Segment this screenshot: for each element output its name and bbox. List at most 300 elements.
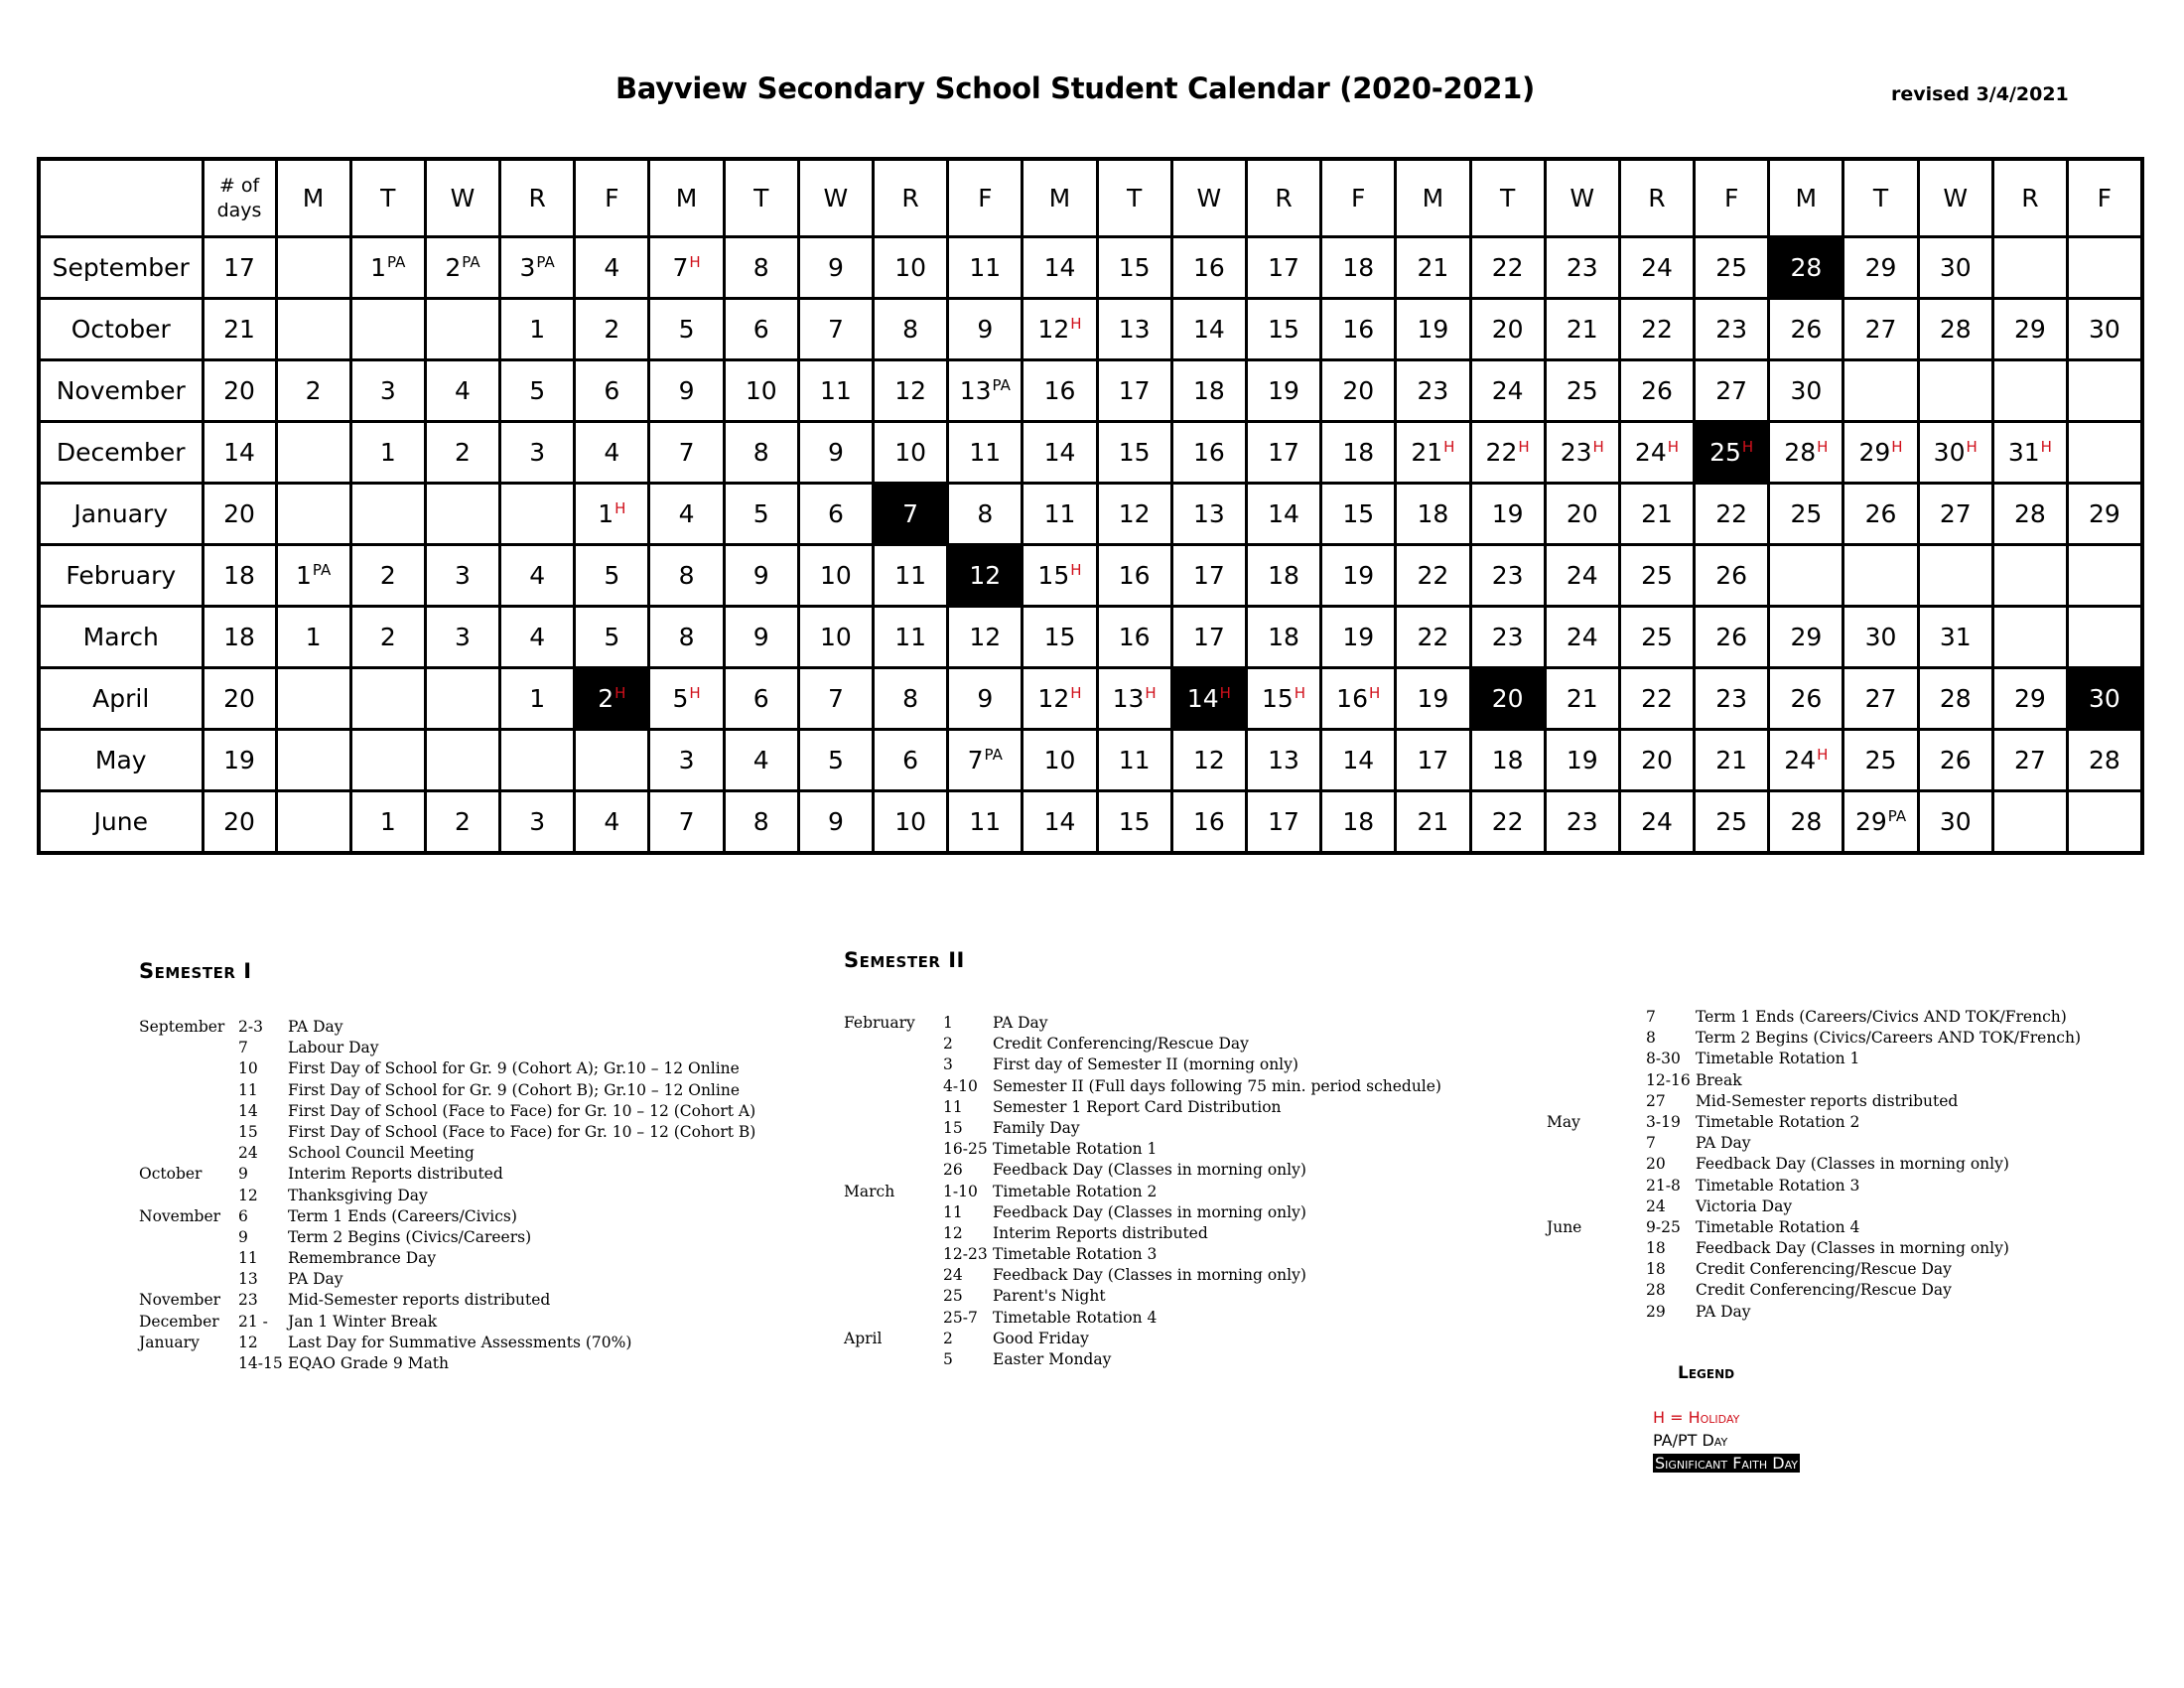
day-cell: [1992, 607, 2067, 668]
event-date: 25-7: [943, 1308, 978, 1327]
day-number: 14: [1192, 315, 1225, 344]
pa-day-marker: PA: [992, 375, 1011, 394]
day-cell: [798, 237, 873, 299]
day-cell: [575, 730, 649, 791]
day-number: 29: [1790, 623, 1823, 651]
day-cell: [1321, 484, 1396, 545]
pa-day-marker: PA: [312, 560, 332, 579]
day-number: 22: [1417, 623, 1449, 651]
event-date: 1-10: [943, 1182, 978, 1200]
day-number: 24: [1491, 376, 1524, 405]
day-cell: [1171, 237, 1246, 299]
holiday-marker: H: [614, 498, 626, 517]
day-number: 23: [1715, 684, 1748, 713]
event-row: [139, 1122, 774, 1143]
day-cell: [1545, 730, 1619, 791]
day-cell: [798, 360, 873, 422]
day-cell: [500, 730, 575, 791]
event-description: PA Day: [1696, 1302, 1751, 1321]
day-number: 9: [752, 623, 769, 651]
day-cell: [350, 668, 425, 730]
day-cell: [649, 791, 724, 854]
day-number: 26: [1641, 376, 1673, 405]
event-row: [139, 1017, 774, 1038]
day-number: 5: [827, 746, 844, 774]
day-number: 2: [379, 623, 396, 651]
event-month: January: [139, 1333, 200, 1351]
day-number: 17: [1192, 561, 1225, 590]
holiday-marker: H: [1592, 437, 1604, 456]
day-number: 22: [1491, 807, 1524, 836]
day-cell: [1097, 484, 1171, 545]
day-number: 8: [752, 253, 769, 282]
day-number: 18: [1192, 376, 1225, 405]
month-row: [39, 791, 2142, 854]
day-cell: [874, 360, 948, 422]
pa-day-marker: PA: [1887, 806, 1907, 825]
day-cell: [1918, 607, 1992, 668]
day-number: 5: [604, 623, 620, 651]
event-description: Timetable Rotation 2: [1696, 1112, 1860, 1131]
event-row: [844, 1160, 1539, 1181]
day-number: 30: [1939, 253, 1972, 282]
day-cell: [575, 299, 649, 360]
event-description: Family Day: [993, 1118, 1080, 1137]
event-row: [1547, 1176, 2182, 1196]
event-description: PA Day: [993, 1014, 1048, 1032]
day-cell: [1918, 668, 1992, 730]
day-number: 16: [1192, 807, 1225, 836]
legend-title: Legend: [1678, 1363, 1735, 1383]
event-row: [1547, 1133, 2182, 1154]
event-description: PA Day: [1696, 1134, 1751, 1153]
event-description: Interim Reports distributed: [288, 1165, 503, 1184]
day-cell: [1246, 791, 1320, 854]
day-number: 18: [1417, 499, 1449, 528]
day-cell: [1992, 791, 2067, 854]
event-month: November: [139, 1291, 221, 1310]
day-number: 26: [1715, 561, 1748, 590]
event-date: 20: [1646, 1155, 1666, 1174]
day-cell: [1619, 607, 1694, 668]
month-name: January: [39, 484, 203, 545]
event-row: [139, 1206, 774, 1227]
day-cell: [1171, 730, 1246, 791]
event-row: [139, 1290, 774, 1311]
day-cell: [575, 607, 649, 668]
day-cell: [1545, 237, 1619, 299]
day-cell: [649, 607, 724, 668]
event-date: 12-23: [943, 1245, 988, 1264]
day-number: 29: [2088, 499, 2120, 528]
holiday-marker: H: [1966, 437, 1978, 456]
event-row: [1547, 1280, 2182, 1301]
day-number: 21: [1641, 499, 1673, 528]
event-date: 9: [238, 1227, 248, 1246]
day-number: 9: [827, 807, 844, 836]
day-number: 26: [1790, 684, 1823, 713]
day-cell: [649, 237, 724, 299]
holiday-marker: H: [1443, 437, 1455, 456]
event-date: 11: [238, 1080, 258, 1099]
event-row: [844, 1097, 1539, 1118]
day-number: 23: [1560, 438, 1592, 467]
event-row: [139, 1248, 774, 1269]
day-cell: [1246, 545, 1320, 607]
day-number: 11: [1043, 499, 1076, 528]
semester-2-title: Semester II: [844, 948, 965, 972]
day-number: 24: [1641, 807, 1673, 836]
day-cell: [1246, 607, 1320, 668]
event-date: 3: [943, 1055, 953, 1074]
event-description: Victoria Day: [1696, 1196, 1793, 1215]
day-cell: [1843, 360, 1918, 422]
day-number: 30: [2088, 315, 2120, 344]
weekday-header: T: [1470, 159, 1545, 237]
day-cell: [1545, 607, 1619, 668]
event-row: [139, 1186, 774, 1206]
day-cell: [1321, 360, 1396, 422]
day-cell: [276, 791, 350, 854]
day-cell: [1695, 299, 1769, 360]
day-cell: [1843, 422, 1918, 484]
day-number: 1: [370, 253, 387, 282]
day-number: 20: [1342, 376, 1375, 405]
event-description: Credit Conferencing/Rescue Day: [1696, 1281, 1952, 1300]
day-cell: [1918, 360, 1992, 422]
day-number: 10: [1043, 746, 1076, 774]
day-cell: [1171, 545, 1246, 607]
weekday-header: F: [1695, 159, 1769, 237]
day-cell: [2068, 484, 2142, 545]
event-description: Last Day for Summative Assessments (70%): [288, 1333, 632, 1351]
day-number: 25: [1641, 561, 1673, 590]
month-name: November: [39, 360, 203, 422]
day-number: 11: [969, 807, 1002, 836]
day-cell: [874, 607, 948, 668]
day-number: 3: [529, 807, 546, 836]
pa-day-marker: PA: [462, 252, 480, 271]
event-description: Timetable Rotation 2: [993, 1182, 1158, 1200]
day-number: 29: [2014, 684, 2046, 713]
day-number: 4: [604, 438, 620, 467]
event-row: [844, 1265, 1539, 1286]
day-number: 7: [827, 684, 844, 713]
day-cell: [350, 545, 425, 607]
event-row: [844, 1329, 1539, 1349]
day-number: 11: [894, 623, 926, 651]
event-description: Semester 1 Report Card Distribution: [993, 1097, 1282, 1116]
day-cell: [649, 299, 724, 360]
day-cell: [724, 484, 798, 545]
day-number: 5: [604, 561, 620, 590]
event-date: 12: [238, 1186, 258, 1204]
day-cell: [948, 237, 1023, 299]
day-number: 13: [959, 376, 992, 405]
day-cell: [1321, 422, 1396, 484]
day-number: 29: [1858, 438, 1891, 467]
weekday-header: M: [1769, 159, 1843, 237]
day-cell: [500, 360, 575, 422]
day-cell: [350, 791, 425, 854]
day-number: 16: [1342, 315, 1375, 344]
event-description: EQAO Grade 9 Math: [288, 1354, 450, 1372]
day-number: 4: [678, 499, 695, 528]
event-date: 2: [943, 1329, 953, 1347]
day-number: 4: [604, 807, 620, 836]
day-number: 12: [1037, 315, 1070, 344]
day-cell: [1695, 360, 1769, 422]
day-number: 30: [2088, 684, 2120, 713]
day-cell: [2068, 422, 2142, 484]
holiday-marker: H: [1817, 437, 1829, 456]
event-description: First day of Semester II (morning only): [993, 1055, 1298, 1074]
day-cell: [350, 237, 425, 299]
day-cell: [276, 422, 350, 484]
day-cell: [1769, 607, 1843, 668]
day-cell: [276, 237, 350, 299]
holiday-marker: H: [1891, 437, 1903, 456]
day-number: 13: [1192, 499, 1225, 528]
day-cell: [1097, 730, 1171, 791]
school-days-count: 20: [203, 484, 276, 545]
event-date: 27: [1646, 1091, 1666, 1110]
day-cell: [350, 730, 425, 791]
day-cell: [1396, 791, 1470, 854]
day-number: 2: [379, 561, 396, 590]
day-number: 11: [894, 561, 926, 590]
holiday-marker: H: [1070, 683, 1082, 702]
faith-day-cell: [948, 545, 1023, 607]
month-row: [39, 668, 2142, 730]
day-cell: [1321, 791, 1396, 854]
day-cell: [649, 360, 724, 422]
day-number: 17: [1268, 438, 1299, 467]
day-number: 8: [752, 438, 769, 467]
day-cell: [1396, 607, 1470, 668]
day-number: 28: [2014, 499, 2046, 528]
day-number: 10: [894, 253, 926, 282]
day-cell: [2068, 545, 2142, 607]
event-description: Term 1 Ends (Careers/Civics): [288, 1206, 517, 1225]
event-description: First Day of School for Gr. 9 (Cohort B); Gr.10 – 12 Online: [288, 1080, 741, 1099]
school-days-count: 20: [203, 791, 276, 854]
day-number: 12: [1192, 746, 1225, 774]
day-number: 18: [1342, 253, 1375, 282]
day-cell: [1695, 484, 1769, 545]
event-description: Interim Reports distributed: [993, 1223, 1208, 1242]
day-number: 7: [672, 253, 689, 282]
day-cell: [1545, 299, 1619, 360]
day-number: 11: [820, 376, 852, 405]
event-description: Credit Conferencing/Rescue Day: [1696, 1260, 1952, 1279]
holiday-marker: H: [1294, 683, 1306, 702]
event-description: Easter Monday: [993, 1350, 1112, 1368]
day-number: 25: [1864, 746, 1897, 774]
day-number: 2: [598, 684, 614, 713]
event-description: Thanksgiving Day: [288, 1186, 428, 1204]
weekday-header: F: [2068, 159, 2142, 237]
day-cell: [575, 791, 649, 854]
weekday-header: R: [1992, 159, 2067, 237]
event-description: Break: [1696, 1070, 1742, 1089]
day-number: 16: [1192, 438, 1225, 467]
event-row: [844, 1244, 1539, 1265]
day-cell: [1097, 545, 1171, 607]
event-description: First Day of School (Face to Face) for Gr. 10 – 12 (Cohort B): [288, 1122, 756, 1141]
day-number: 9: [977, 684, 994, 713]
day-cell: [1992, 360, 2067, 422]
event-month: May: [1547, 1112, 1580, 1131]
weekday-header: R: [874, 159, 948, 237]
day-number: 21: [1715, 746, 1748, 774]
event-row: [139, 1312, 774, 1333]
day-cell: [1023, 237, 1097, 299]
semester-2-continued-events: [1547, 1007, 2182, 1323]
day-number: 11: [1118, 746, 1151, 774]
day-cell: [724, 545, 798, 607]
day-cell: [350, 484, 425, 545]
event-date: 14: [238, 1101, 258, 1120]
day-cell: [350, 607, 425, 668]
day-cell: [798, 545, 873, 607]
day-number: 27: [1864, 684, 1897, 713]
day-cell: [948, 422, 1023, 484]
school-days-count: 20: [203, 360, 276, 422]
event-description: Remembrance Day: [288, 1249, 437, 1268]
day-number: 31: [1939, 623, 1972, 651]
faith-day-cell: [575, 668, 649, 730]
day-number: 15: [1037, 561, 1070, 590]
day-number: 15: [1118, 253, 1151, 282]
day-number: 24: [1641, 253, 1673, 282]
day-cell: [1992, 545, 2067, 607]
event-row: [844, 1202, 1539, 1223]
event-description: School Council Meeting: [288, 1144, 475, 1163]
event-date: 24: [238, 1144, 258, 1163]
day-cell: [948, 299, 1023, 360]
day-cell: [1396, 422, 1470, 484]
day-number: 24: [1566, 561, 1598, 590]
day-cell: [575, 545, 649, 607]
day-cell: [1023, 607, 1097, 668]
day-cell: [948, 668, 1023, 730]
day-cell: [350, 422, 425, 484]
weekday-header: M: [276, 159, 350, 237]
day-cell: [874, 730, 948, 791]
event-description: Parent's Night: [993, 1287, 1106, 1306]
day-cell: [874, 668, 948, 730]
calendar-table: [37, 157, 2144, 855]
event-description: First Day of School for Gr. 9 (Cohort A); Gr.10 – 12 Online: [288, 1059, 740, 1078]
day-number: 13: [1118, 315, 1151, 344]
day-number: 18: [1491, 746, 1524, 774]
event-month: June: [1547, 1217, 1582, 1236]
day-cell: [425, 607, 499, 668]
month-row: [39, 545, 2142, 607]
day-number: 2: [455, 438, 471, 467]
event-description: PA Day: [288, 1270, 343, 1289]
day-number: 28: [1939, 684, 1972, 713]
event-date: 7: [1646, 1008, 1656, 1026]
day-number: 12: [1118, 499, 1151, 528]
event-description: Timetable Rotation 1: [993, 1140, 1158, 1159]
day-number: 14: [1186, 684, 1219, 713]
day-cell: [1321, 668, 1396, 730]
school-days-count: 17: [203, 237, 276, 299]
day-number: 30: [1939, 807, 1972, 836]
day-number: 25: [1709, 438, 1741, 467]
event-description: Good Friday: [993, 1329, 1089, 1347]
event-row: [1547, 1049, 2182, 1069]
day-cell: [1619, 360, 1694, 422]
event-date: 12: [238, 1333, 258, 1351]
day-cell: [1769, 360, 1843, 422]
holiday-marker: H: [614, 683, 626, 702]
event-date: 14-15: [238, 1354, 283, 1372]
event-row: [1547, 1007, 2182, 1028]
day-cell: [874, 422, 948, 484]
day-cell: [500, 299, 575, 360]
event-date: 9: [238, 1165, 248, 1184]
day-number: 17: [1118, 376, 1151, 405]
day-cell: [1843, 484, 1918, 545]
day-number: 4: [604, 253, 620, 282]
day-cell: [1918, 299, 1992, 360]
day-cell: [575, 237, 649, 299]
event-description: Term 2 Begins (Civics/Careers): [288, 1227, 532, 1246]
day-number: 1: [598, 499, 614, 528]
day-cell: [724, 299, 798, 360]
day-cell: [425, 360, 499, 422]
day-cell: [1545, 545, 1619, 607]
event-description: Feedback Day (Classes in morning only): [1696, 1239, 2009, 1258]
month-name: October: [39, 299, 203, 360]
day-cell: [649, 484, 724, 545]
day-cell: [1545, 668, 1619, 730]
day-number: 10: [894, 807, 926, 836]
day-cell: [425, 299, 499, 360]
day-number: 30: [1933, 438, 1966, 467]
day-cell: [1918, 422, 1992, 484]
day-cell: [1545, 791, 1619, 854]
weekday-header: T: [1843, 159, 1918, 237]
day-cell: [1246, 299, 1320, 360]
day-cell: [1097, 607, 1171, 668]
event-row: [1547, 1217, 2182, 1238]
day-cell: [798, 791, 873, 854]
day-cell: [724, 422, 798, 484]
day-number: 17: [1192, 623, 1225, 651]
day-cell: [948, 607, 1023, 668]
day-number: 8: [902, 315, 919, 344]
day-cell: [1695, 545, 1769, 607]
event-date: 15: [943, 1118, 963, 1137]
day-cell: [1023, 360, 1097, 422]
day-cell: [1023, 730, 1097, 791]
day-number: 19: [1491, 499, 1524, 528]
day-cell: [948, 730, 1023, 791]
month-row: [39, 607, 2142, 668]
event-date: 23: [238, 1291, 258, 1310]
weekday-header: R: [1246, 159, 1320, 237]
day-cell: [2068, 607, 2142, 668]
day-number: 27: [1715, 376, 1748, 405]
day-number: 1: [529, 684, 546, 713]
event-date: 13: [238, 1270, 258, 1289]
event-date: 11: [943, 1202, 963, 1221]
event-row: [139, 1143, 774, 1164]
